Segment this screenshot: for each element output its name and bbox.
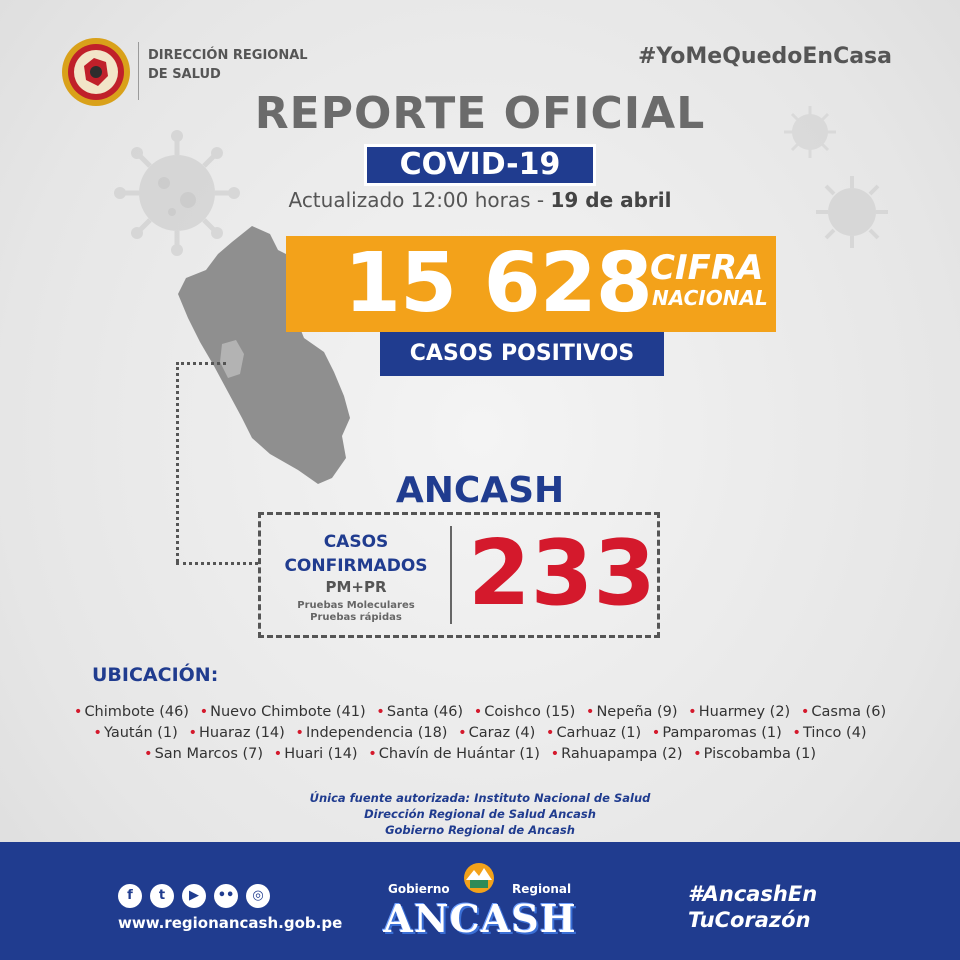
location-item: • Rahuapampa (2) xyxy=(551,746,683,762)
location-item: • Huari (14) xyxy=(274,746,358,762)
website-link[interactable]: www.regionancash.gob.pe xyxy=(118,914,343,932)
youtube-icon[interactable]: ▶ xyxy=(182,884,206,908)
note-molecular: Pruebas Moleculares xyxy=(297,600,415,611)
location-item: • Piscobamba (1) xyxy=(693,746,816,762)
report-title: REPORTE OFICIAL xyxy=(254,88,706,139)
note-rapid: Pruebas rápidas xyxy=(310,612,402,623)
source-line-2: Dirección Regional de Salud Ancash xyxy=(364,807,596,821)
cifra-label: CIFRA xyxy=(650,248,764,288)
connector-line-top xyxy=(176,362,226,365)
update-time: Actualizado 12:00 horas - xyxy=(288,188,545,212)
instagram-icon[interactable]: ◎ xyxy=(246,884,270,908)
location-list xyxy=(60,702,900,765)
virus-illustration-right xyxy=(812,172,892,252)
twitter-icon[interactable]: t xyxy=(150,884,174,908)
connector-line-vertical xyxy=(176,362,179,562)
update-date: 19 de abril xyxy=(550,188,672,212)
nacional-label: NACIONAL xyxy=(652,286,768,310)
region-box-divider xyxy=(450,526,452,624)
location-item: • Santa (46) xyxy=(376,704,463,720)
hashtag-yomequedoencasa: #YoMeQuedoEnCasa xyxy=(637,44,892,69)
region-case-count: 233 xyxy=(468,521,656,626)
gobierno-regional-emblem xyxy=(456,858,502,894)
location-item: • Pamparomas (1) xyxy=(652,725,782,741)
location-item: • Chimbote (46) xyxy=(74,704,189,720)
organization-name xyxy=(148,46,318,84)
gobierno-label: Gobierno xyxy=(388,882,450,896)
sources-note xyxy=(0,790,960,838)
location-item: • Casma (6) xyxy=(801,704,886,720)
covid-label: COVID-19 xyxy=(364,144,596,186)
facebook-icon[interactable]: f xyxy=(118,884,142,908)
org-name-line2: DE SALUD xyxy=(148,67,221,82)
location-item: • Carhuaz (1) xyxy=(546,725,641,741)
confirmados-label: CONFIRMADOS xyxy=(284,556,428,576)
source-line-1: Única fuente autorizada: Instituto Nacional de Salud xyxy=(309,791,651,805)
org-name-line1: DIRECCIÓN REGIONAL xyxy=(148,48,308,63)
location-item: • Nuevo Chimbote (41) xyxy=(200,704,366,720)
ancash-hashtag-line2: TuCorazón xyxy=(688,908,811,932)
test-method-note xyxy=(272,600,440,624)
location-item: • Coishco (15) xyxy=(474,704,576,720)
national-case-count: 15 628 xyxy=(344,236,652,331)
source-line-3: Gobierno Regional de Ancash xyxy=(385,823,575,837)
location-row-3 xyxy=(60,744,900,765)
location-item: • Tinco (4) xyxy=(792,725,866,741)
location-heading: UBICACIÓN: xyxy=(92,664,219,686)
location-item: • Yaután (1) xyxy=(93,725,177,741)
update-timestamp xyxy=(0,188,960,212)
flickr-icon[interactable]: •• xyxy=(214,884,238,908)
location-item: • Independencia (18) xyxy=(295,725,447,741)
region-name: ANCASH xyxy=(395,470,565,511)
location-item: • Chavín de Huántar (1) xyxy=(368,746,540,762)
connector-line-bottom xyxy=(176,562,258,565)
casos-label: CASOS xyxy=(323,532,389,552)
ancash-logo-text: ANCASH xyxy=(383,896,577,941)
location-row-2 xyxy=(60,723,900,744)
location-item: • Huaraz (14) xyxy=(188,725,284,741)
test-method: PM+PR xyxy=(325,578,387,596)
location-item: • Nepeña (9) xyxy=(586,704,678,720)
location-item: • Caraz (4) xyxy=(458,725,535,741)
location-item: • San Marcos (7) xyxy=(144,746,263,762)
ancash-hashtag-line1: #AncashEn xyxy=(688,882,818,906)
location-item: • Huarmey (2) xyxy=(688,704,790,720)
positive-cases-label: CASOS POSITIVOS xyxy=(380,332,664,376)
confirmed-cases-label xyxy=(272,530,440,578)
regional-label: Regional xyxy=(512,882,572,896)
location-row-1 xyxy=(60,702,900,723)
